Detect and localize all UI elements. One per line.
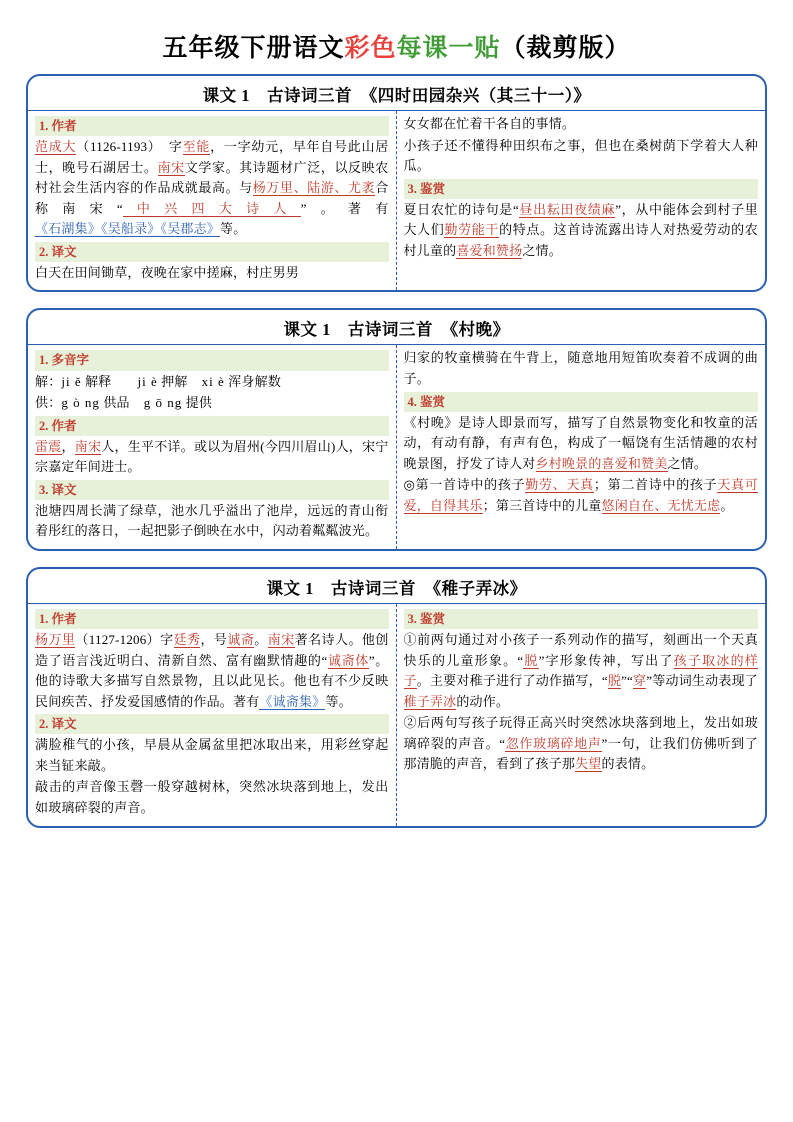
page-title: [26, 0, 767, 74]
card-column-right: [397, 345, 766, 549]
section-title: 2. 作者: [35, 416, 389, 436]
section-title: 2. 译文: [35, 714, 389, 734]
paragraph: ①前两句通过对小孩子一系列动作的描写，刻画出一个天真快乐的儿童形象。“脱”字形象传神，写出了孩子取冰的样子。主要对稚子进行了动作描写，“脱”“穿”等动词生动表现了稚子弄冰的动作。: [403, 632, 759, 709]
card-body: [28, 345, 765, 549]
section-title: 3. 鉴赏: [404, 609, 759, 629]
card-column-left: [28, 345, 397, 549]
paragraph: 杨万里（1127-1206）字廷秀，号诚斋。南宋著名诗人。他创造了语言浅近明白、清新自然、富有幽默情趣的“诚斋体”。他的诗歌大多描写自然景物，且以此见长。他也有不少反映民间疾苦、抒发爱国感情的作品。著有《诚斋集》等。: [35, 632, 389, 709]
card-header: 课文 1 古诗词三首 《村晚》: [28, 310, 765, 345]
section-title: 4. 鉴赏: [404, 392, 759, 412]
paragraph: 小孩子还不懂得种田织布之事，但也在桑树荫下学着大人种瓜。: [403, 137, 758, 174]
lesson-card: [26, 74, 767, 292]
section-title: 3. 鉴赏: [404, 179, 759, 199]
paragraph: 雷震，南宋人，生平不详。或以为眉州(今四川眉山)人，宋宁宗嘉定年间进士。: [35, 438, 389, 475]
card-header: 课文 1 古诗词三首 《稚子弄冰》: [28, 569, 765, 604]
page-title-part1: 五年级下册语文: [162, 35, 345, 62]
card-body: [28, 604, 765, 826]
lesson-card: [26, 567, 767, 828]
paragraph: 夏日农忙的诗句是“昼出耘田夜绩麻”，从中能体会到村子里大人们勤劳能干的特点。这首诗流露出诗人对热爱劳动的农村儿童的喜爱和赞扬之情。: [403, 201, 758, 258]
paragraph: ◎第一首诗中的孩子勤劳、天真；第二首诗中的孩子天真可爱，自得其乐；第三首诗中的儿童悠闲自在、无忧无虑。: [403, 477, 758, 513]
paragraph: 敲击的声音像玉磬一般穿越树林，突然冰块落到地上，发出如玻璃碎裂的声音。: [35, 779, 389, 815]
paragraph: 白天在田间锄草，夜晚在家中搓麻，村庄男男: [35, 264, 300, 280]
paragraph: 供：g ò ng 供品 g ō ng 提供: [35, 395, 213, 411]
paragraph: 《村晚》是诗人即景而写，描写了自然景物变化和牧童的活动，有动有静，有声有色，构成了一幅饶有生活情趣的农村晚景图，抒发了诗人对乡村晚景的喜爱和赞美之情。: [403, 414, 758, 471]
section-title: 1. 作者: [35, 609, 389, 629]
paragraph: ②后两句写孩子玩得正高兴时突然冰块落到地上，发出如玻璃碎裂的声音。“忽作玻璃碎地声”一句，让我们仿佛听到了那清脆的声音，看到了孩子那失望的表情。: [403, 715, 758, 772]
section-title: 2. 译文: [35, 242, 389, 262]
page-title-part2: 彩色: [344, 35, 397, 62]
paragraph: 女女都在忙着干各自的事情。: [403, 116, 576, 131]
paragraph: 解：ji ě 解释 ji è 押解 xi è 浑身解数: [35, 373, 282, 389]
section-title: 1. 作者: [35, 116, 389, 136]
page-title-part4: （裁剪版）: [500, 35, 631, 62]
paragraph: 范成大（1126-1193） 字至能，一字幼元，早年自号此山居士，晚号石湖居士。南宋文学家。其诗题材广泛，以反映农村社会生活内容的作品成就最高。与杨万里、陆游、尤袤合称南宋“中兴四大诗人”。著有《石湖集》《吴船录》《吴郡志》等。: [35, 139, 389, 237]
card-column-left: [28, 604, 397, 826]
card-column-right: [397, 604, 766, 826]
card-column-right: [397, 111, 766, 290]
card-column-left: [28, 111, 397, 290]
paragraph: 归家的牧童横骑在牛背上，随意地用短笛吹奏着不成调的曲子。: [403, 350, 758, 386]
card-body: [28, 111, 765, 290]
section-title: 3. 译文: [35, 480, 389, 500]
page-title-part3: 每课一贴: [396, 35, 501, 62]
card-header: 课文 1 古诗词三首 《四时田园杂兴（其三十一）》: [28, 76, 765, 111]
lesson-card: [26, 308, 767, 551]
section-title: 1. 多音字: [35, 350, 389, 370]
paragraph: 池塘四周长满了绿草，池水几乎溢出了池岸，远远的青山衔着彤红的落日，一起把影子倒映在水中，闪动着粼粼波光。: [35, 502, 389, 539]
paragraph: 满脸稚气的小孩，早晨从金属盆里把冰取出来，用彩丝穿起来当钲来敲。: [35, 737, 389, 773]
